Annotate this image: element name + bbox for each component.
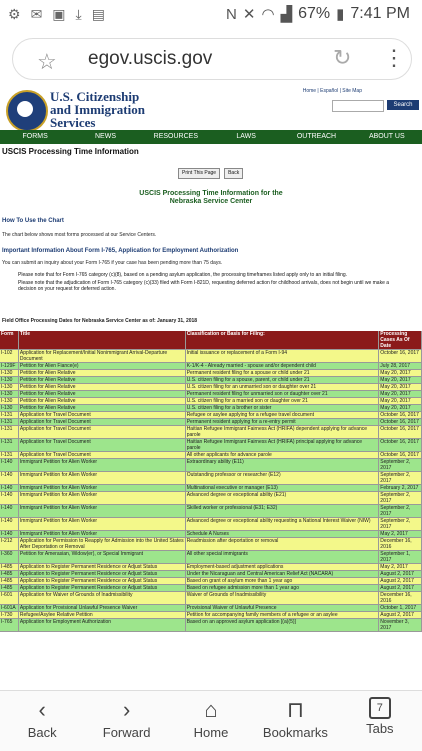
table-cell: July 28, 2017 <box>379 363 422 369</box>
table-cell: October 1, 2017 <box>379 605 422 611</box>
table-caption: Field Office Processing Dates for Nebraska Service Center as of: January 31, 2018 <box>2 318 198 324</box>
clock: 7:41 PM <box>350 5 410 22</box>
table-cell: February 2, 2017 <box>379 485 422 491</box>
table-cell: Petition for Alien Relative <box>19 391 186 397</box>
table-cell[interactable]: I-102 <box>0 350 19 362</box>
table-cell[interactable]: I-130 <box>0 370 19 376</box>
table-cell: September 2, 2017 <box>379 492 422 504</box>
how-to-text: The chart below shows most forms processed at our Service Centers. <box>2 232 157 238</box>
wifi-icon: ◠ <box>261 6 275 23</box>
table-cell: Permanent resident filing for unmarried son or daughter over 21 <box>186 391 380 397</box>
table-cell[interactable]: I-485 <box>0 564 19 570</box>
table-row <box>0 505 422 518</box>
table-cell: Application for Replacement/Initial Nonimmigrant Arrival-Departure Document <box>19 350 186 362</box>
table-cell: Application for Provisional Unlawful Presence Waiver <box>19 605 186 611</box>
table-row <box>0 459 422 472</box>
back-nav-button[interactable] <box>0 691 84 751</box>
table-cell: Petition for accompanying family members of a refugee or an asylee <box>186 612 380 618</box>
nav-about-us[interactable]: ABOUT US <box>368 133 405 140</box>
table-row <box>0 377 422 384</box>
browser-toolbar <box>0 30 422 89</box>
table-cell[interactable]: I-360 <box>0 551 19 563</box>
table-row <box>0 384 422 391</box>
table-row <box>0 592 422 605</box>
bookmarks-nav-button[interactable] <box>253 691 337 751</box>
browser-bottom-bar <box>0 690 422 751</box>
nav-resources[interactable]: RESOURCES <box>153 133 198 140</box>
home-nav-button[interactable] <box>169 691 253 751</box>
table-cell: Multinational executive or manager (E13) <box>186 485 380 491</box>
table-row <box>0 405 422 412</box>
table-cell: Application for Employment Authorization <box>19 619 186 631</box>
table-cell: Application for Travel Document <box>19 419 186 425</box>
table-cell: August 2, 2017 <box>379 612 422 618</box>
nav-laws[interactable]: LAWS <box>236 133 256 140</box>
table-cell: Application for Travel Document <box>19 452 186 458</box>
table-row <box>0 612 422 619</box>
table-row <box>0 578 422 585</box>
bookmarks-label: Bookmarks <box>262 725 328 740</box>
table-cell: October 16, 2017 <box>379 426 422 438</box>
table-cell: Immigrant Petition for Alien Worker <box>19 485 186 491</box>
table-cell: October 16, 2017 <box>379 412 422 418</box>
table-cell: Immigrant Petition for Alien Worker <box>19 459 186 471</box>
table-cell: December 16, 2016 <box>379 592 422 604</box>
more-menu-icon[interactable]: ⋮ <box>383 45 405 70</box>
table-cell: Petition for Amerasian, Widow(er), or Special Immigrant <box>19 551 186 563</box>
table-row <box>0 391 422 398</box>
mail-icon: ✉ <box>30 6 43 22</box>
table-cell[interactable]: I-485 <box>0 578 19 584</box>
table-cell: October 16, 2017 <box>379 350 422 362</box>
table-cell: Refugee or asylee applying for a refugee travel document <box>186 412 380 418</box>
url-text[interactable]: egov.uscis.gov <box>88 48 213 69</box>
table-cell: All other applicants for advance parole <box>186 452 380 458</box>
table-row <box>0 363 422 370</box>
important-heading: Important Information About Form I-765, Application for Employment Authorization <box>2 248 239 254</box>
table-row <box>0 605 422 612</box>
table-cell: October 16, 2017 <box>379 419 422 425</box>
nav-forms[interactable]: FORMS <box>22 133 48 140</box>
mute-icon: ✕ <box>242 6 256 23</box>
print-button[interactable]: Print This Page <box>178 168 220 179</box>
address-bar[interactable] <box>12 38 412 80</box>
table-row <box>0 472 422 485</box>
forward-label: Forward <box>102 725 151 740</box>
table-row <box>0 538 422 551</box>
table-cell: May 20, 2017 <box>379 398 422 404</box>
table-cell[interactable]: I-130 <box>0 384 19 390</box>
table-cell: May 20, 2017 <box>379 391 422 397</box>
table-row <box>0 564 422 571</box>
table-cell: September 2, 2017 <box>379 518 422 530</box>
table-cell[interactable]: I-485 <box>0 585 19 591</box>
bullet-1: Please note that for Form I-765 category (c)(8), based on a pending asylum application, the processing timeframes listed apply only to an initial filing. <box>18 272 348 278</box>
table-cell: October 16, 2017 <box>379 452 422 458</box>
agency-line-3: Services <box>50 115 96 130</box>
col-title: Title <box>19 331 186 349</box>
table-cell: May 20, 2017 <box>379 384 422 390</box>
table-row <box>0 452 422 459</box>
table-cell: K-1/K-4 - Already married - spouse and/or dependent child <box>186 363 380 369</box>
table-cell[interactable]: I-131 <box>0 419 19 425</box>
table-cell[interactable]: I-140 <box>0 492 19 504</box>
dhs-seal-icon <box>6 90 48 132</box>
table-cell: Application for Travel Document <box>19 412 186 418</box>
table-cell[interactable]: I-140 <box>0 459 19 471</box>
table-cell: Schedule A Nurses <box>186 531 380 537</box>
table-cell: Petition for Alien Relative <box>19 370 186 376</box>
table-row <box>0 571 422 578</box>
table-cell: Application for Waiver of Grounds of Inadmissibility <box>19 592 186 604</box>
table-cell[interactable]: I-765 <box>0 619 19 631</box>
table-row <box>0 370 422 377</box>
table-cell: August 2, 2017 <box>379 571 422 577</box>
table-cell[interactable]: I-730 <box>0 612 19 618</box>
section-title-line-1: USCIS Processing Time Information for the <box>139 190 283 197</box>
table-cell: Initial issuance or replacement of a Form I-94 <box>186 350 380 362</box>
table-cell: September 1, 2017 <box>379 551 422 563</box>
table-cell: November 3, 2017 <box>379 619 422 631</box>
web-page <box>0 88 422 690</box>
table-cell: Based on grant of asylum more than 1 year ago <box>186 578 380 584</box>
table-cell: October 16, 2017 <box>379 439 422 451</box>
table-cell: Petition for Alien Relative <box>19 405 186 411</box>
table-cell[interactable]: I-140 <box>0 485 19 491</box>
home-icon: ⌂ <box>204 697 218 722</box>
table-cell[interactable]: I-601A <box>0 605 19 611</box>
table-cell: August 2, 2017 <box>379 585 422 591</box>
table-cell: U.S. citizen filing for a married son or daughter over 21 <box>186 398 380 404</box>
table-cell: U.S. citizen filing for a brother or sister <box>186 405 380 411</box>
table-cell: Petition for Alien Relative <box>19 398 186 404</box>
how-to-heading: How To Use the Chart <box>2 218 64 224</box>
table-cell: Application for Permission to Reapply for Admission into the United States After Deportation or Removal <box>19 538 186 550</box>
tabs-icon: 7 <box>369 697 391 719</box>
back-button[interactable]: Back <box>224 168 243 179</box>
table-cell: December 16, 2016 <box>379 538 422 550</box>
table-row <box>0 439 422 452</box>
table-row <box>0 398 422 405</box>
section-title-line-2: Nebraska Service Center <box>169 198 253 205</box>
table-row <box>0 619 422 632</box>
table-cell[interactable]: I-130 <box>0 377 19 383</box>
table-cell[interactable]: I-601 <box>0 592 19 604</box>
table-cell: Immigrant Petition for Alien Worker <box>19 518 186 530</box>
table-body <box>0 350 422 632</box>
table-cell: Immigrant Petition for Alien Worker <box>19 472 186 484</box>
tabs-nav-button[interactable] <box>338 691 422 751</box>
table-cell: September 2, 2017 <box>379 505 422 517</box>
table-cell: U.S. citizen filing for an unmarried son or daughter over 21 <box>186 384 380 390</box>
image-icon: ▤ <box>91 6 105 22</box>
notification-icons <box>8 6 105 23</box>
table-cell[interactable]: I-140 <box>0 472 19 484</box>
table-row <box>0 419 422 426</box>
table-cell[interactable]: I-130 <box>0 398 19 404</box>
table-cell: May 20, 2017 <box>379 370 422 376</box>
col-form: Form <box>0 331 19 349</box>
battery-icon: ▮ <box>336 6 345 23</box>
agency-line-2: and Immigration <box>50 102 145 117</box>
table-cell: May 2, 2017 <box>379 531 422 537</box>
gear-icon: ⚙ <box>8 6 21 22</box>
table-cell: Immigrant Petition for Alien Worker <box>19 505 186 517</box>
table-cell: Petition for Alien Fiance(e) <box>19 363 186 369</box>
table-cell[interactable]: I-130 <box>0 405 19 411</box>
table-cell: September 2, 2017 <box>379 459 422 471</box>
table-header-row <box>0 331 422 350</box>
table-cell[interactable]: I-140 <box>0 518 19 530</box>
table-cell: Permanent resident filing for a spouse or child under 21 <box>186 370 380 376</box>
table-cell[interactable]: I-130 <box>0 391 19 397</box>
table-cell: Application to Register Permanent Residence or Adjust Status <box>19 585 186 591</box>
table-cell: Based on an approved asylum application [(a)(5)] <box>186 619 380 631</box>
battery-level: 67% <box>298 5 331 22</box>
agency-line-1: U.S. Citizenship <box>50 89 140 104</box>
nfc-icon: N <box>226 5 237 23</box>
table-cell[interactable]: I-212 <box>0 538 19 550</box>
table-cell: Immigrant Petition for Alien Worker <box>19 531 186 537</box>
table-cell: Application to Register Permanent Residence or Adjust Status <box>19 578 186 584</box>
table-cell: August 2, 2017 <box>379 578 422 584</box>
home-label: Home <box>193 725 229 740</box>
table-cell: Extraordinary ability (E11) <box>186 459 380 471</box>
table-cell[interactable]: I-131 <box>0 412 19 418</box>
table-cell: Advanced degree or exceptional ability requesting a National Interest Waiver (NIW) <box>186 518 380 530</box>
table-cell: Advanced degree or exceptional ability (E21) <box>186 492 380 504</box>
table-cell: Outstanding professor or researcher (E12) <box>186 472 380 484</box>
table-cell: Waiver of Grounds of Inadmissibility <box>186 592 380 604</box>
col-classification: Classification or Basis for Filing: <box>186 331 380 349</box>
table-cell: Readmission after deportation or removal <box>186 538 380 550</box>
table-cell: Petition for Alien Relative <box>19 377 186 383</box>
important-text: You can submit an inquiry about your Form I-765 if your case has been pending more than 75 days. <box>2 260 223 266</box>
main-nav <box>0 130 422 144</box>
table-row <box>0 531 422 538</box>
table-cell: Employment-based adjustment applications <box>186 564 380 570</box>
table-cell: Application to Register Permanent Residence or Adjust Status <box>19 564 186 570</box>
bookmarks-icon: ⊓ <box>286 697 304 722</box>
nav-outreach[interactable]: OUTREACH <box>296 133 337 140</box>
table-cell[interactable]: I-131 <box>0 439 19 451</box>
table-cell: Haitian Refugee Immigrant Fairness Act (HRIFA) principal applying for advance parole <box>186 439 380 451</box>
table-cell[interactable]: I-131 <box>0 426 19 438</box>
table-cell: Immigrant Petition for Alien Worker <box>19 492 186 504</box>
site-header <box>0 88 422 130</box>
agency-name[interactable] <box>50 90 145 129</box>
table-row <box>0 585 422 592</box>
table-cell: U.S. citizen filing for a spouse, parent, or child under 21 <box>186 377 380 383</box>
table-row <box>0 518 422 531</box>
back-label: Back <box>27 725 57 740</box>
table-cell[interactable]: I-485 <box>0 571 19 577</box>
nav-news[interactable]: NEWS <box>94 133 116 140</box>
table-row <box>0 485 422 492</box>
search-input[interactable] <box>332 100 384 112</box>
table-row <box>0 551 422 564</box>
table-cell: Application to Register Permanent Residence or Adjust Status <box>19 571 186 577</box>
table-cell: May 2, 2017 <box>379 564 422 570</box>
signal-icon: ▟ <box>280 6 293 23</box>
table-cell: Application for Travel Document <box>19 426 186 438</box>
table-cell: Under the Nicaraguan and Central American Relief Act (NACARA) <box>186 571 380 577</box>
table-cell[interactable]: I-140 <box>0 505 19 517</box>
table-cell: Petition for Alien Relative <box>19 384 186 390</box>
table-cell: September 2, 2017 <box>379 472 422 484</box>
table-cell: May 20, 2017 <box>379 377 422 383</box>
table-cell: Permanent resident applying for a re-entry permit <box>186 419 380 425</box>
table-cell: Skilled worker or professional (E31; E32) <box>186 505 380 517</box>
table-row <box>0 412 422 419</box>
status-bar <box>0 0 422 30</box>
back-arrow-icon: ‹ <box>38 697 46 722</box>
reload-icon[interactable]: ↻ <box>333 45 352 70</box>
camera-icon: ▣ <box>52 6 66 22</box>
table-row <box>0 350 422 363</box>
bullet-2: Please note that the adjudication of Form I-765 category (c)(33) filed with Form I-821D, requesting deferred action for childhood arrivals, does not begin until we make a decision on your request for deferred action. <box>18 280 390 292</box>
tabs-label: Tabs <box>366 721 394 736</box>
search-button[interactable]: Search <box>387 100 419 110</box>
table-row <box>0 492 422 505</box>
forward-arrow-icon: › <box>122 697 131 722</box>
table-cell[interactable]: I-131 <box>0 452 19 458</box>
table-cell: Application for Travel Document <box>19 439 186 451</box>
bookmark-star-icon[interactable]: ☆ <box>37 49 57 74</box>
table-row <box>0 426 422 439</box>
table-cell[interactable]: I-140 <box>0 531 19 537</box>
download-icon: ⤓ <box>75 6 82 22</box>
table-cell: Provisional Waiver of Unlawful Presence <box>186 605 380 611</box>
forward-nav-button[interactable] <box>84 691 168 751</box>
table-cell: Refugee/Asylee Relative Petition <box>19 612 186 618</box>
section-title <box>100 190 322 206</box>
table-cell: Haitian Refugee Immigrant Fairness Act (HRIFA) dependent applying for advance parole <box>186 426 380 438</box>
col-date: Processing Cases As Of Date <box>379 331 422 349</box>
processing-times-table <box>0 331 422 632</box>
top-links[interactable]: Home | Español | Site Map <box>302 88 362 94</box>
table-cell: May 20, 2017 <box>379 405 422 411</box>
page-title: USCIS Processing Time Information <box>2 147 139 156</box>
table-cell: All other special immigrants <box>186 551 380 563</box>
table-cell[interactable]: I-129F <box>0 363 19 369</box>
table-cell: Based on refugee admission more than 1 year ago <box>186 585 380 591</box>
